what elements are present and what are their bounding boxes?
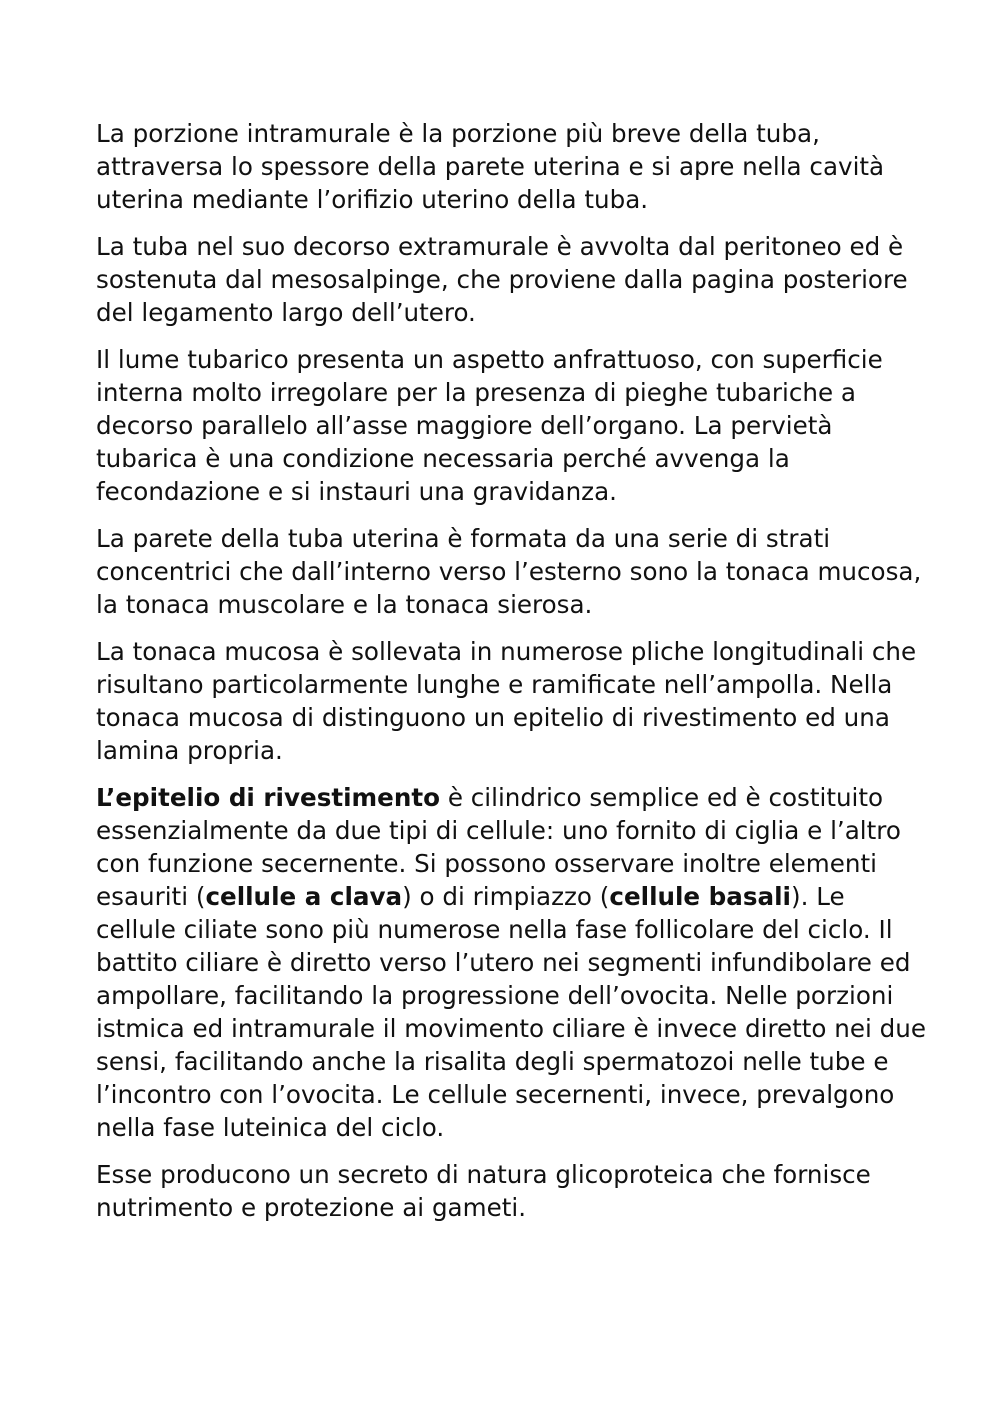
paragraph-intramural-portion: La porzione intramurale è la porzione più breve della tuba, attraversa lo spessore della parete uterina e si apre nella cavità uterina mediante l’orifizio uterino della tuba. — [96, 119, 885, 214]
paragraph-epithelium-text-2: ) o di rimpiazzo ( — [402, 882, 610, 911]
paragraph-secretion: Esse producono un secreto di natura glicoproteica che fornisce nutrimento e protezione ai gameti. — [96, 1160, 871, 1222]
term-cellule-basali: cellule basali — [609, 882, 791, 911]
paragraph-epithelium-text-3: ). Le cellule ciliate sono più numerose nella fase follicolare del ciclo. Il battito ciliare è diretto verso l’utero nei segmenti infundibolare ed ampollare, facilitando la progressione dell’ovocita. Nelle porzioni istmica ed intramurale il movimento ciliare è invece diretto nei due sensi, facilitando anche la risalita degli spermatozoi nelle tube e l’incontro con l’ovocita. Le cellule secernenti, invece, prevalgono nella fase luteinica del ciclo. — [96, 882, 926, 1142]
paragraph-mucosa: La tonaca mucosa è sollevata in numerose pliche longitudinali che risultano particolarmente lunghe e ramificate nell’ampolla. Nella tonaca mucosa di distinguono un epitelio di rivestimento ed una lamina propria. — [96, 637, 917, 765]
document-page — [96, 117, 926, 1238]
paragraph-epithelium-text-1: è cilindrico semplice ed è costituito essenzialmente da due tipi di cellule: uno fornito di ciglia e l’altro con funzione secernente. Si possono osservare inoltre elementi esauriti ( — [96, 783, 901, 911]
paragraph-tubal-lumen: Il lume tubarico presenta un aspetto anfrattuoso, con superficie interna molto irregolare per la presenza di pieghe tubariche a decorso parallelo all’asse maggiore dell’organo. La pervietà tubarica è una condizione necessaria perché avvenga la fecondazione e si instauri una gravidanza. — [96, 345, 883, 506]
paragraph-extramural-course: La tuba nel suo decorso extramurale è avvolta dal peritoneo ed è sostenuta dal mesosalpinge, che proviene dalla pagina posteriore del legamento largo dell’utero. — [96, 232, 908, 327]
paragraph-epithelium — [96, 781, 926, 1144]
paragraph-tubal-wall: La parete della tuba uterina è formata da una serie di strati concentrici che dall’interno verso l’esterno sono la tonaca mucosa, la tonaca muscolare e la tonaca sierosa. — [96, 524, 922, 619]
term-cellule-a-clava: cellule a clava — [205, 882, 403, 911]
term-epitelio-di-rivestimento: L’epitelio di rivestimento — [96, 783, 440, 812]
